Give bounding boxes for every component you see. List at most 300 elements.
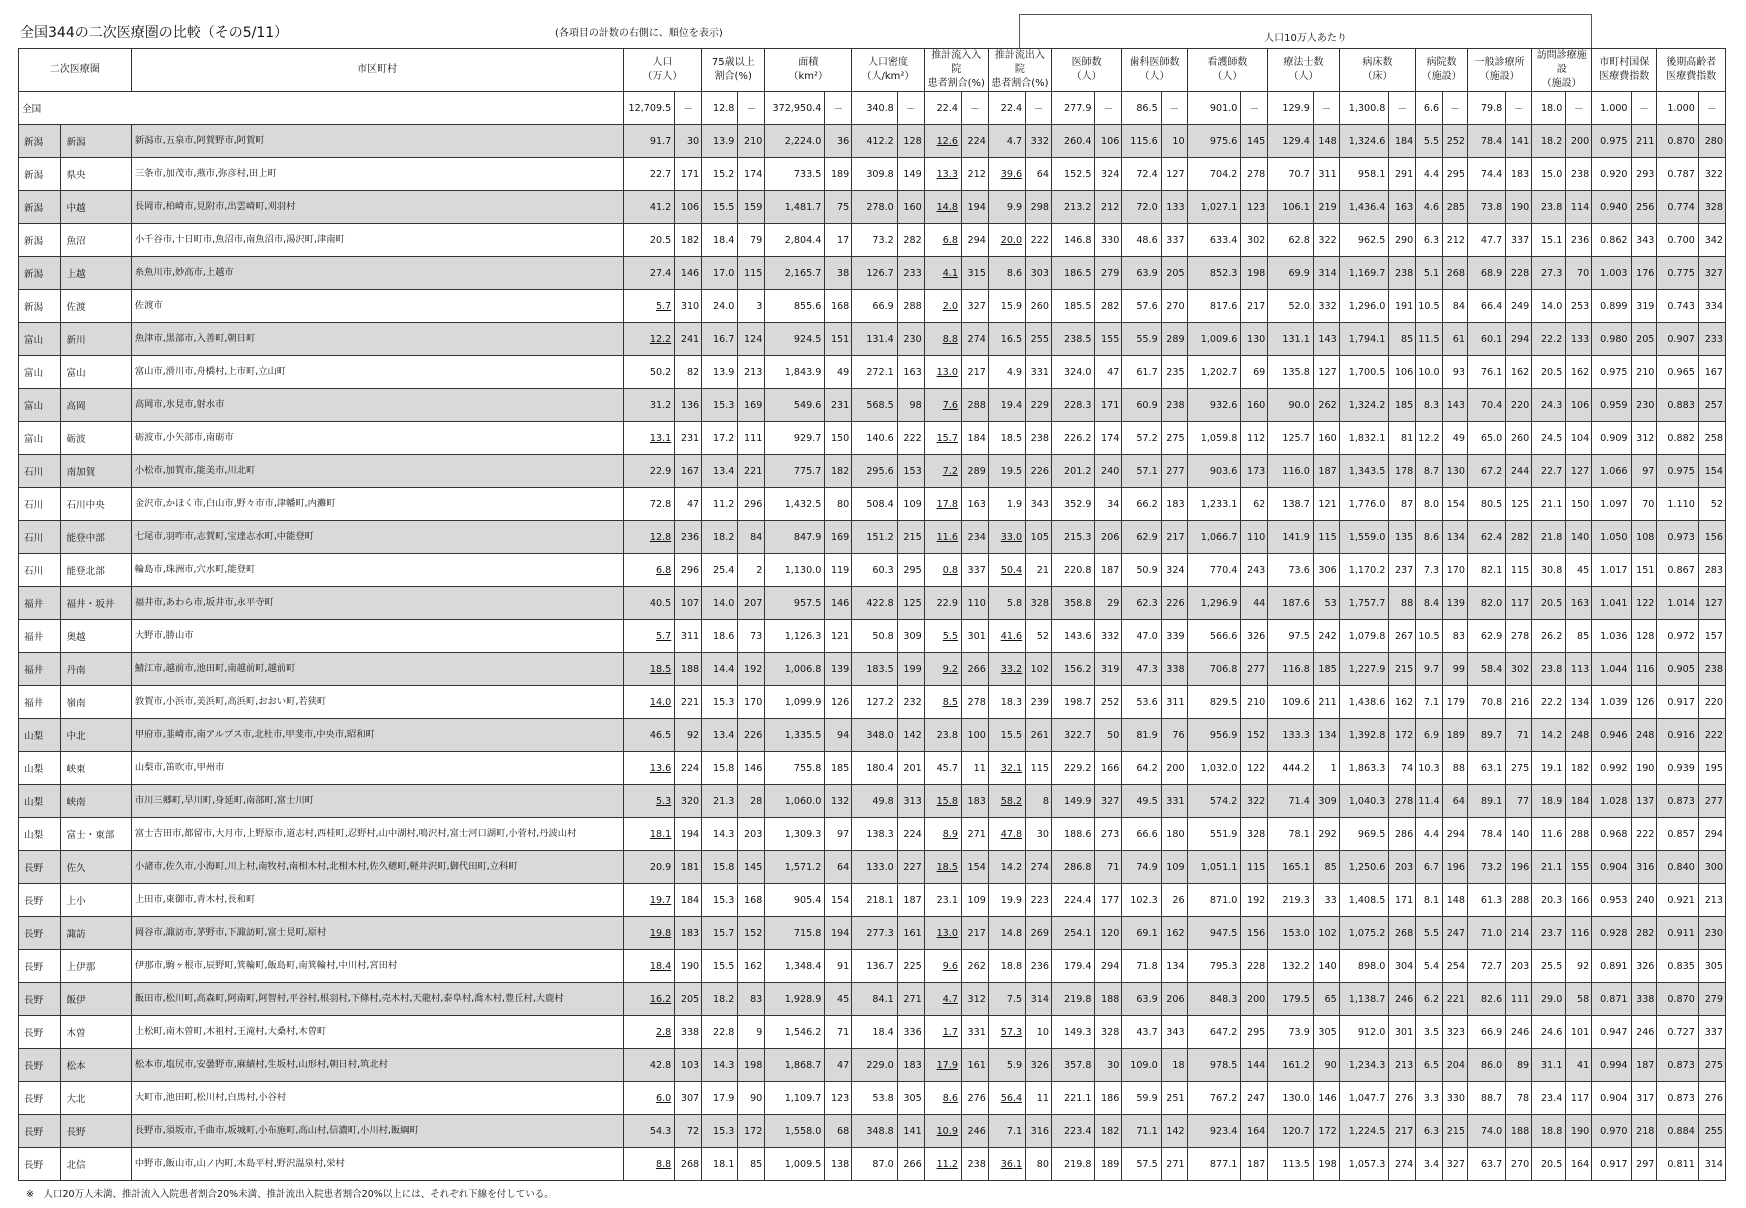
value-cell: 149.3 <box>1051 1016 1094 1049</box>
value-cell: 18.5 <box>924 851 961 884</box>
area-cell: 峡東 <box>61 752 131 785</box>
value-cell: 4.4 <box>1416 818 1443 851</box>
area-cell: 佐久 <box>61 851 131 884</box>
rank-cell: 194 <box>675 818 702 851</box>
value-cell: 0.871 <box>1592 983 1631 1016</box>
value-cell: 70.7 <box>1268 158 1314 191</box>
value-cell: 1,057.3 <box>1339 1148 1389 1181</box>
value-cell: 161.2 <box>1268 1049 1314 1082</box>
value-cell: 21.1 <box>1532 851 1566 884</box>
value-cell: 15.3 <box>702 686 738 719</box>
rank-cell: 181 <box>675 851 702 884</box>
value-cell: 18.6 <box>702 620 738 653</box>
area-cell: 大北 <box>61 1082 131 1115</box>
rank-cell: － <box>675 92 702 125</box>
rank-cell: 307 <box>675 1082 702 1115</box>
value-cell: 2,224.0 <box>765 125 825 158</box>
rank-cell: 295 <box>897 554 924 587</box>
header-homecare: 訪問診療施設 （施設） <box>1532 49 1592 92</box>
value-cell: 16.5 <box>988 323 1025 356</box>
header-municipalities: 市区町村 <box>131 49 623 92</box>
value-cell: 14.2 <box>1532 719 1566 752</box>
value-cell: 0.917 <box>1592 1148 1631 1181</box>
value-cell: 770.4 <box>1187 554 1241 587</box>
table-row <box>19 1148 1726 1181</box>
value-cell: 871.0 <box>1187 884 1241 917</box>
value-cell: 5.8 <box>988 587 1025 620</box>
value-cell: 568.5 <box>852 389 898 422</box>
rank-cell: 166 <box>1566 884 1592 917</box>
rank-cell: － <box>1631 92 1657 125</box>
rank-cell: 186 <box>1095 1082 1122 1115</box>
rank-cell: 10 <box>1161 125 1187 158</box>
rank-cell: 132 <box>825 785 852 818</box>
rank-cell: － <box>1566 92 1592 125</box>
rank-cell: 140 <box>1506 818 1532 851</box>
rank-cell: 136 <box>675 389 702 422</box>
value-cell: 6.7 <box>1416 851 1443 884</box>
value-cell: 29.0 <box>1532 983 1566 1016</box>
rank-cell: 260 <box>1026 290 1052 323</box>
rank-cell: 62 <box>1241 488 1268 521</box>
rank-cell: 282 <box>897 224 924 257</box>
value-cell: 18.8 <box>1532 1115 1566 1148</box>
value-cell: 19.7 <box>623 884 675 917</box>
value-cell: 1.110 <box>1657 488 1698 521</box>
value-cell: 1.9 <box>988 488 1025 521</box>
value-cell: 11.2 <box>924 1148 961 1181</box>
value-cell: 219.3 <box>1268 884 1314 917</box>
rank-cell: 171 <box>1389 884 1416 917</box>
rank-cell: 269 <box>1026 917 1052 950</box>
rank-cell: 182 <box>825 455 852 488</box>
value-cell: 7.2 <box>924 455 961 488</box>
value-cell: 5.5 <box>1416 125 1443 158</box>
value-cell: 1,009.6 <box>1187 323 1241 356</box>
value-cell: 7.5 <box>988 983 1025 1016</box>
value-cell: 898.0 <box>1339 950 1389 983</box>
rank-cell: 203 <box>1389 851 1416 884</box>
value-cell: 61.3 <box>1468 884 1506 917</box>
value-cell: 146.8 <box>1051 224 1094 257</box>
value-cell: 549.6 <box>765 389 825 422</box>
table-row <box>19 323 1726 356</box>
value-cell: 1,481.7 <box>765 191 825 224</box>
value-cell: 116.0 <box>1268 455 1314 488</box>
value-cell: 219.8 <box>1051 983 1094 1016</box>
rank-cell: 71 <box>1095 851 1122 884</box>
rank-cell: 89 <box>1506 1049 1532 1082</box>
prefecture-cell: 長野 <box>19 1016 61 1049</box>
value-cell: 132.2 <box>1268 950 1314 983</box>
rank-cell: 215 <box>897 521 924 554</box>
header-beds: 病床数 （床） <box>1339 49 1416 92</box>
rank-cell: 160 <box>1313 422 1339 455</box>
rank-cell: 124 <box>738 323 765 356</box>
rank-cell: 145 <box>1241 125 1268 158</box>
value-cell: 70.8 <box>1468 686 1506 719</box>
municipalities-cell: 福井市,あわら市,坂井市,永平寺町 <box>131 587 623 620</box>
rank-cell: 11 <box>1026 1082 1052 1115</box>
rank-cell: 248 <box>1566 719 1592 752</box>
rank-cell: 134 <box>1161 950 1187 983</box>
rank-cell: 187 <box>1095 554 1122 587</box>
value-cell: 947.5 <box>1187 917 1241 950</box>
value-cell: 25.4 <box>702 554 738 587</box>
rank-cell: 334 <box>1698 290 1725 323</box>
rank-cell: 200 <box>1566 125 1592 158</box>
value-cell: 76.1 <box>1468 356 1506 389</box>
value-cell: 4.7 <box>988 125 1025 158</box>
rank-cell: 252 <box>1443 125 1468 158</box>
prefecture-cell: 長野 <box>19 1082 61 1115</box>
value-cell: 133.3 <box>1268 719 1314 752</box>
value-cell: 74.0 <box>1468 1115 1506 1148</box>
prefecture-cell: 富山 <box>19 389 61 422</box>
table-row <box>19 917 1726 950</box>
value-cell: 13.9 <box>702 356 738 389</box>
value-cell: 18.8 <box>988 950 1025 983</box>
area-cell: 飯伊 <box>61 983 131 1016</box>
value-cell: 74.9 <box>1122 851 1161 884</box>
rank-cell: 140 <box>1313 950 1339 983</box>
prefecture-cell: 福井 <box>19 653 61 686</box>
rank-cell: 92 <box>675 719 702 752</box>
value-cell: 4.9 <box>988 356 1025 389</box>
prefecture-cell: 長野 <box>19 884 61 917</box>
value-cell: 0.970 <box>1592 1115 1631 1148</box>
municipalities-cell: 魚津市,黒部市,入善町,朝日町 <box>131 323 623 356</box>
value-cell: 1.000 <box>1657 92 1698 125</box>
value-cell: 12.2 <box>1416 422 1443 455</box>
value-cell: 179.4 <box>1051 950 1094 983</box>
value-cell: 13.9 <box>702 125 738 158</box>
value-cell: 8.9 <box>924 818 961 851</box>
municipalities-cell: 山梨市,笛吹市,甲州市 <box>131 752 623 785</box>
rank-cell: 155 <box>1566 851 1592 884</box>
value-cell: 1,059.8 <box>1187 422 1241 455</box>
value-cell: 566.6 <box>1187 620 1241 653</box>
rank-cell: 196 <box>1443 851 1468 884</box>
rank-cell: 228 <box>1506 257 1532 290</box>
rank-cell: 18 <box>1161 1049 1187 1082</box>
rank-cell: 298 <box>1026 191 1052 224</box>
value-cell: 218.1 <box>852 884 898 917</box>
value-cell: 18.4 <box>623 950 675 983</box>
value-cell: 3.4 <box>1416 1148 1443 1181</box>
value-cell: 20.3 <box>1532 884 1566 917</box>
municipalities-cell: 大野市,勝山市 <box>131 620 623 653</box>
value-cell: 1.097 <box>1592 488 1631 521</box>
value-cell: 574.2 <box>1187 785 1241 818</box>
value-cell: 126.7 <box>852 257 898 290</box>
municipalities-cell: 小松市,加賀市,能美市,川北町 <box>131 455 623 488</box>
value-cell: 0.857 <box>1657 818 1698 851</box>
value-cell: 14.2 <box>988 851 1025 884</box>
value-cell: 151.2 <box>852 521 898 554</box>
rank-cell: 75 <box>825 191 852 224</box>
rank-cell: 278 <box>961 686 988 719</box>
table-row <box>19 356 1726 389</box>
rank-cell: 189 <box>1443 719 1468 752</box>
value-cell: 1,571.2 <box>765 851 825 884</box>
rank-cell: 85 <box>1566 620 1592 653</box>
table-row <box>19 1049 1726 1082</box>
rank-cell: 282 <box>1095 290 1122 323</box>
value-cell: 2.8 <box>623 1016 675 1049</box>
rank-cell: 171 <box>675 158 702 191</box>
rank-cell: 30 <box>675 125 702 158</box>
value-cell: 901.0 <box>1187 92 1241 125</box>
value-cell: 348.8 <box>852 1115 898 1148</box>
rank-cell: 238 <box>1026 422 1052 455</box>
value-cell: 1,436.4 <box>1339 191 1389 224</box>
value-cell: 20.5 <box>623 224 675 257</box>
value-cell: 72.0 <box>1122 191 1161 224</box>
rank-cell: 187 <box>1313 455 1339 488</box>
value-cell: 46.5 <box>623 719 675 752</box>
value-cell: 1.041 <box>1592 587 1631 620</box>
value-cell: 62.8 <box>1268 224 1314 257</box>
value-cell: 0.727 <box>1657 1016 1698 1049</box>
table-row <box>19 290 1726 323</box>
rank-cell: 127 <box>1566 455 1592 488</box>
rank-cell: 172 <box>1389 719 1416 752</box>
value-cell: 17.0 <box>702 257 738 290</box>
table-body <box>19 92 1726 1181</box>
header-hospitals: 病院数 （施設） <box>1416 49 1468 92</box>
rank-cell: 77 <box>1506 785 1532 818</box>
rank-cell: 313 <box>897 785 924 818</box>
municipalities-cell: 甲府市,韮崎市,南アルプス市,北杜市,甲斐市,中央市,昭和町 <box>131 719 623 752</box>
rank-cell: 278 <box>1506 620 1532 653</box>
rank-cell: 182 <box>1095 1115 1122 1148</box>
value-cell: 8.0 <box>1416 488 1443 521</box>
rank-cell: 255 <box>1698 1115 1725 1148</box>
value-cell: 61.7 <box>1122 356 1161 389</box>
rank-cell: 28 <box>738 785 765 818</box>
rank-cell: 180 <box>1161 818 1187 851</box>
rank-cell: 103 <box>675 1049 702 1082</box>
value-cell: 226.2 <box>1051 422 1094 455</box>
value-cell: 0.870 <box>1657 983 1698 1016</box>
rank-cell: 187 <box>1631 1049 1657 1082</box>
rank-cell: 172 <box>1313 1115 1339 1148</box>
value-cell: 1.066 <box>1592 455 1631 488</box>
rank-cell: 52 <box>1698 488 1725 521</box>
rank-cell: 179 <box>1443 686 1468 719</box>
rank-cell: 173 <box>1241 455 1268 488</box>
rank-cell: 240 <box>1095 455 1122 488</box>
value-cell: 0.980 <box>1592 323 1631 356</box>
page-title: 全国344の二次医療圏の比較（その5/11） <box>20 25 289 41</box>
value-cell: 348.0 <box>852 719 898 752</box>
rank-cell: 85 <box>738 1148 765 1181</box>
area-cell: 長野 <box>61 1115 131 1148</box>
value-cell: 6.5 <box>1416 1049 1443 1082</box>
value-cell: 0.917 <box>1657 686 1698 719</box>
rank-cell: 343 <box>1161 1016 1187 1049</box>
rank-cell: 110 <box>961 587 988 620</box>
rank-cell: 11 <box>961 752 988 785</box>
value-cell: 22.4 <box>924 92 961 125</box>
rank-cell: 104 <box>1566 422 1592 455</box>
rank-cell: 206 <box>1161 983 1187 1016</box>
value-cell: 18.1 <box>623 818 675 851</box>
municipalities-cell: 三条市,加茂市,燕市,弥彦村,田上町 <box>131 158 623 191</box>
value-cell: 0.899 <box>1592 290 1631 323</box>
value-cell: 5.4 <box>1416 950 1443 983</box>
rank-cell: 332 <box>1313 290 1339 323</box>
value-cell: 924.5 <box>765 323 825 356</box>
table-row <box>19 554 1726 587</box>
value-cell: 322.7 <box>1051 719 1094 752</box>
value-cell: 962.5 <box>1339 224 1389 257</box>
rank-cell: 255 <box>1026 323 1052 356</box>
value-cell: 26.2 <box>1532 620 1566 653</box>
value-cell: 295.6 <box>852 455 898 488</box>
prefecture-cell: 長野 <box>19 950 61 983</box>
prefecture-cell: 山梨 <box>19 818 61 851</box>
rank-cell: 146 <box>738 752 765 785</box>
value-cell: 767.2 <box>1187 1082 1241 1115</box>
area-cell: 佐渡 <box>61 290 131 323</box>
value-cell: 14.0 <box>1532 290 1566 323</box>
rank-cell: 146 <box>825 587 852 620</box>
rank-cell: 220 <box>1698 686 1725 719</box>
value-cell: 1,546.2 <box>765 1016 825 1049</box>
value-cell: 71.0 <box>1468 917 1506 950</box>
value-cell: 23.4 <box>1532 1082 1566 1115</box>
rank-cell: 150 <box>1566 488 1592 521</box>
value-cell: 978.5 <box>1187 1049 1241 1082</box>
value-cell: 73.2 <box>1468 851 1506 884</box>
rank-cell: 33 <box>1313 884 1339 917</box>
value-cell: 929.7 <box>765 422 825 455</box>
area-cell: 能登中部 <box>61 521 131 554</box>
value-cell: 5.7 <box>623 290 675 323</box>
value-cell: 64.2 <box>1122 752 1161 785</box>
table-row <box>19 125 1726 158</box>
rank-cell: 300 <box>1698 851 1725 884</box>
rank-cell: 282 <box>1506 521 1532 554</box>
value-cell: 106.1 <box>1268 191 1314 224</box>
rank-cell: 311 <box>675 620 702 653</box>
rank-cell: 134 <box>1443 521 1468 554</box>
header-inflow: 推計流入入院 患者割合(%) <box>924 49 988 92</box>
value-cell: 1,006.8 <box>765 653 825 686</box>
value-cell: 141.9 <box>1268 521 1314 554</box>
value-cell: 20.5 <box>1532 356 1566 389</box>
value-cell: 14.0 <box>623 686 675 719</box>
value-cell: 0.904 <box>1592 851 1631 884</box>
value-cell: 0.870 <box>1657 125 1698 158</box>
value-cell: 412.2 <box>852 125 898 158</box>
rank-cell: 288 <box>1566 818 1592 851</box>
rank-cell: 301 <box>1389 1016 1416 1049</box>
area-cell: 石川中央 <box>61 488 131 521</box>
rank-cell: 10 <box>1026 1016 1052 1049</box>
rank-cell: 192 <box>738 653 765 686</box>
value-cell: 5.9 <box>988 1049 1025 1082</box>
rank-cell: 247 <box>1241 1082 1268 1115</box>
rank-cell: 70 <box>1631 488 1657 521</box>
rank-cell: 337 <box>1506 224 1532 257</box>
rank-cell: 207 <box>738 587 765 620</box>
value-cell: 24.5 <box>1532 422 1566 455</box>
value-cell: 0.959 <box>1592 389 1631 422</box>
value-cell: 138.3 <box>852 818 898 851</box>
rank-cell: 246 <box>1631 1016 1657 1049</box>
value-cell: 22.9 <box>924 587 961 620</box>
value-cell: 1,309.3 <box>765 818 825 851</box>
value-cell: 22.7 <box>1532 455 1566 488</box>
rank-cell: 236 <box>1026 950 1052 983</box>
value-cell: 975.6 <box>1187 125 1241 158</box>
value-cell: 8.1 <box>1416 884 1443 917</box>
rank-cell: － <box>1698 92 1725 125</box>
value-cell: 188.6 <box>1051 818 1094 851</box>
table-row <box>19 653 1726 686</box>
value-cell: 903.6 <box>1187 455 1241 488</box>
value-cell: 0.835 <box>1657 950 1698 983</box>
value-cell: 1,757.7 <box>1339 587 1389 620</box>
value-cell: 120.7 <box>1268 1115 1314 1148</box>
rank-cell: 190 <box>1566 1115 1592 1148</box>
rank-cell: 126 <box>1631 686 1657 719</box>
rank-cell: 134 <box>1313 719 1339 752</box>
rank-cell: 47 <box>1095 356 1122 389</box>
value-cell: 78.4 <box>1468 818 1506 851</box>
rank-cell: 101 <box>1566 1016 1592 1049</box>
rank-cell: 74 <box>1389 752 1416 785</box>
rank-cell: 238 <box>961 1148 988 1181</box>
rank-cell: 188 <box>1095 983 1122 1016</box>
value-cell: 33.2 <box>988 653 1025 686</box>
value-cell: 18.3 <box>988 686 1025 719</box>
value-cell: 47.0 <box>1122 620 1161 653</box>
rank-cell: 228 <box>1241 950 1268 983</box>
rank-cell: 100 <box>961 719 988 752</box>
rank-cell: 84 <box>738 521 765 554</box>
value-cell: 829.5 <box>1187 686 1241 719</box>
prefecture-cell: 長野 <box>19 1115 61 1148</box>
rank-cell: 29 <box>1095 587 1122 620</box>
rank-cell: 36 <box>825 125 852 158</box>
rank-cell: 215 <box>1443 1115 1468 1148</box>
rank-cell: 8 <box>1026 785 1052 818</box>
rank-cell: 234 <box>961 521 988 554</box>
value-cell: 73.8 <box>1468 191 1506 224</box>
rank-cell: 106 <box>1389 356 1416 389</box>
value-cell: 33.0 <box>988 521 1025 554</box>
rank-cell: 212 <box>961 158 988 191</box>
area-cell: 峡南 <box>61 785 131 818</box>
municipalities-cell: 富山市,滑川市,舟橋村,上市町,立山町 <box>131 356 623 389</box>
rank-cell: 41 <box>1566 1049 1592 1082</box>
rank-cell: 302 <box>1241 224 1268 257</box>
rank-cell: 261 <box>1026 719 1052 752</box>
value-cell: 82.6 <box>1468 983 1506 1016</box>
table-row <box>19 785 1726 818</box>
value-cell: 0.840 <box>1657 851 1698 884</box>
municipalities-cell: 鯖江市,越前市,池田町,南越前町,越前町 <box>131 653 623 686</box>
prefecture-cell: 石川 <box>19 455 61 488</box>
rank-cell: 270 <box>1161 290 1187 323</box>
rank-cell: 170 <box>1443 554 1468 587</box>
rank-cell: 161 <box>897 917 924 950</box>
value-cell: 1,032.0 <box>1187 752 1241 785</box>
